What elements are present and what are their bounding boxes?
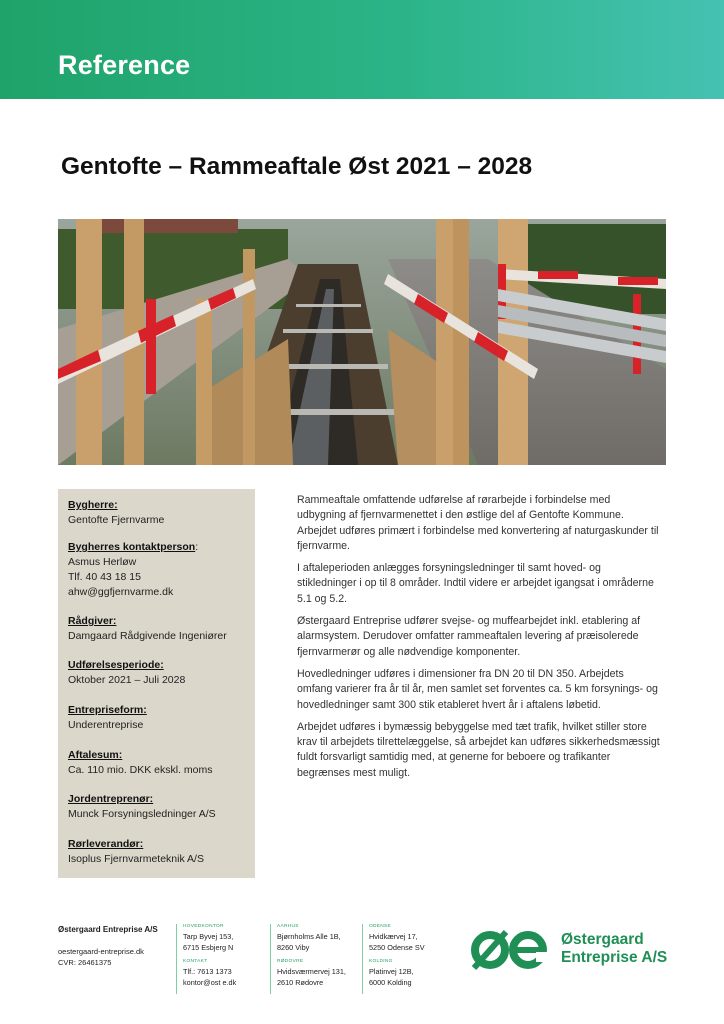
footer-website: oestergaard-entreprise.dk <box>58 947 144 956</box>
description-paragraph: Arbejdet udføres i bymæssig bebyggelse med tæt trafik, hvilket stiller store krav til arbejdets tilrettelæggelse, så arbejdet kan udføres sikkerhedsmæssigt fuldt forsvarligt samtidig med, at generne for beboere og trafikanter begrænses mest muligt. <box>297 720 660 779</box>
footer-address: 5250 Odense SV <box>369 942 425 952</box>
sidebar-item-contract-sum <box>68 748 213 778</box>
sidebar-value: Munck Forsyningsledninger A/S <box>68 808 216 820</box>
description-paragraph: Rammeaftale omfattende udførelse af rørarbejde i forbindelse med udbygning af fjernvarmenettet i den østlige del af Gentofte Kommune. Arbejdet udføres primært i forbindelse med konvertering af naturgaskunder til fjernvarme. <box>297 494 659 552</box>
sidebar-heading: Rørleverandør: <box>68 838 144 850</box>
sidebar-item-earthworks <box>68 792 216 822</box>
footer-label: KONTAKT <box>183 959 208 964</box>
sidebar-heading: Udførelsesperiode: <box>68 659 164 671</box>
sidebar-value: Tlf. 40 43 18 15 <box>68 571 141 583</box>
project-description <box>297 493 662 788</box>
footer-email: kontor@ost e.dk <box>183 977 237 987</box>
banner-label: Reference <box>58 50 191 80</box>
project-facts-panel <box>58 489 255 878</box>
footer-label: KOLDING <box>369 959 393 964</box>
footer-address: 6715 Esbjerg N <box>183 942 234 952</box>
sidebar-value: Gentofte Fjernvarme <box>68 514 165 526</box>
sidebar-value: Damgaard Rådgivende Ingeniører <box>68 630 227 642</box>
sidebar-item-contract-form <box>68 703 147 733</box>
description-paragraph: Hovedledninger udføres i dimensioner fra DN 20 til DN 350. Arbejdets omfang varierer fra år til år, men samlet set forventes ca. 5 km forsynings- og hovedledninger samt 300 stik etableret hvert år i aftalens løbetid. <box>297 667 658 711</box>
page-title: Gentofte – Rammeaftale Øst 2021 – 2028 <box>61 153 533 180</box>
sidebar-item-contact-person <box>68 540 198 600</box>
company-logo-text <box>561 931 667 967</box>
footer-address: 8260 Viby <box>277 942 310 952</box>
footer-cvr: CVR: 26461375 <box>58 958 112 967</box>
sidebar-value: Underentreprise <box>68 719 144 731</box>
sidebar-heading: Jordentreprenør: <box>68 793 154 805</box>
footer-address: Platinvej 12B, <box>369 967 414 976</box>
sidebar-value: Asmus Herløw <box>68 556 137 568</box>
sidebar-heading: Bygherres kontaktperson <box>68 541 196 553</box>
header-banner <box>0 0 724 99</box>
logo-line: Østergaard <box>561 931 644 948</box>
footer-label: AARHUS <box>277 924 299 929</box>
trench-construction-photo-icon <box>58 219 666 465</box>
footer-phone: Tlf.: 7613 1373 <box>183 967 232 976</box>
sidebar-heading: Entrepriseform: <box>68 704 147 716</box>
sidebar-heading: Rådgiver: <box>68 615 117 627</box>
description-paragraph: Østergaard Entreprise udfører svejse- og muffearbejdet inkl. etablering af alarmsystem. Derudover omfatter rammeaftalen levering af præisolerede fjernvarmerør og alle nødvendige komponenter. <box>297 615 641 658</box>
footer-aarhus-column <box>270 924 369 994</box>
logo-line: Entreprise A/S <box>561 949 668 966</box>
sidebar-item-consultant <box>68 614 227 644</box>
footer-address: 2610 Rødovre <box>277 977 324 987</box>
footer-company-name: Østergaard Entreprise A/S <box>58 925 158 934</box>
footer-label: ODENSE <box>369 924 392 929</box>
sidebar-heading-suffix: : <box>195 541 199 553</box>
sidebar-value: Oktober 2021 – Juli 2028 <box>68 674 186 686</box>
sidebar-item-period <box>68 658 185 688</box>
footer-address: 6000 Kolding <box>369 977 412 987</box>
footer-hq-column <box>176 924 275 994</box>
footer-label: HOVEDKONTOR <box>183 924 224 929</box>
footer-label: RØDOVRE <box>277 959 304 964</box>
footer-address: Hvidkærvej 17, <box>369 932 418 941</box>
sidebar-value: ahw@ggfjernvarme.dk <box>68 586 174 598</box>
sidebar-heading: Aftalesum: <box>68 749 123 761</box>
sidebar-item-client <box>68 498 164 528</box>
footer-address: Hvidsværmervej 131, <box>277 967 346 976</box>
footer-company-info <box>58 924 158 968</box>
sidebar-item-pipe-supplier <box>68 837 204 867</box>
sidebar-value: Ca. 110 mio. DKK ekskl. moms <box>68 764 213 776</box>
sidebar-value: Isoplus Fjernvarmeteknik A/S <box>68 853 204 865</box>
footer-address: Tarp Byvej 153, <box>183 932 234 941</box>
description-paragraph: I aftaleperioden anlægges forsyningsledninger til samt hoved- og stikledninger i op til 8 områder. Indtil videre er arbejdet igangsat i områderne 5.1 og 5.2. <box>297 562 654 605</box>
company-logo-icon <box>470 924 552 976</box>
sidebar-heading: Bygherre: <box>68 499 118 511</box>
footer-address: Bjørnholms Alle 1B, <box>277 932 341 941</box>
footer-odense-column <box>362 924 461 994</box>
